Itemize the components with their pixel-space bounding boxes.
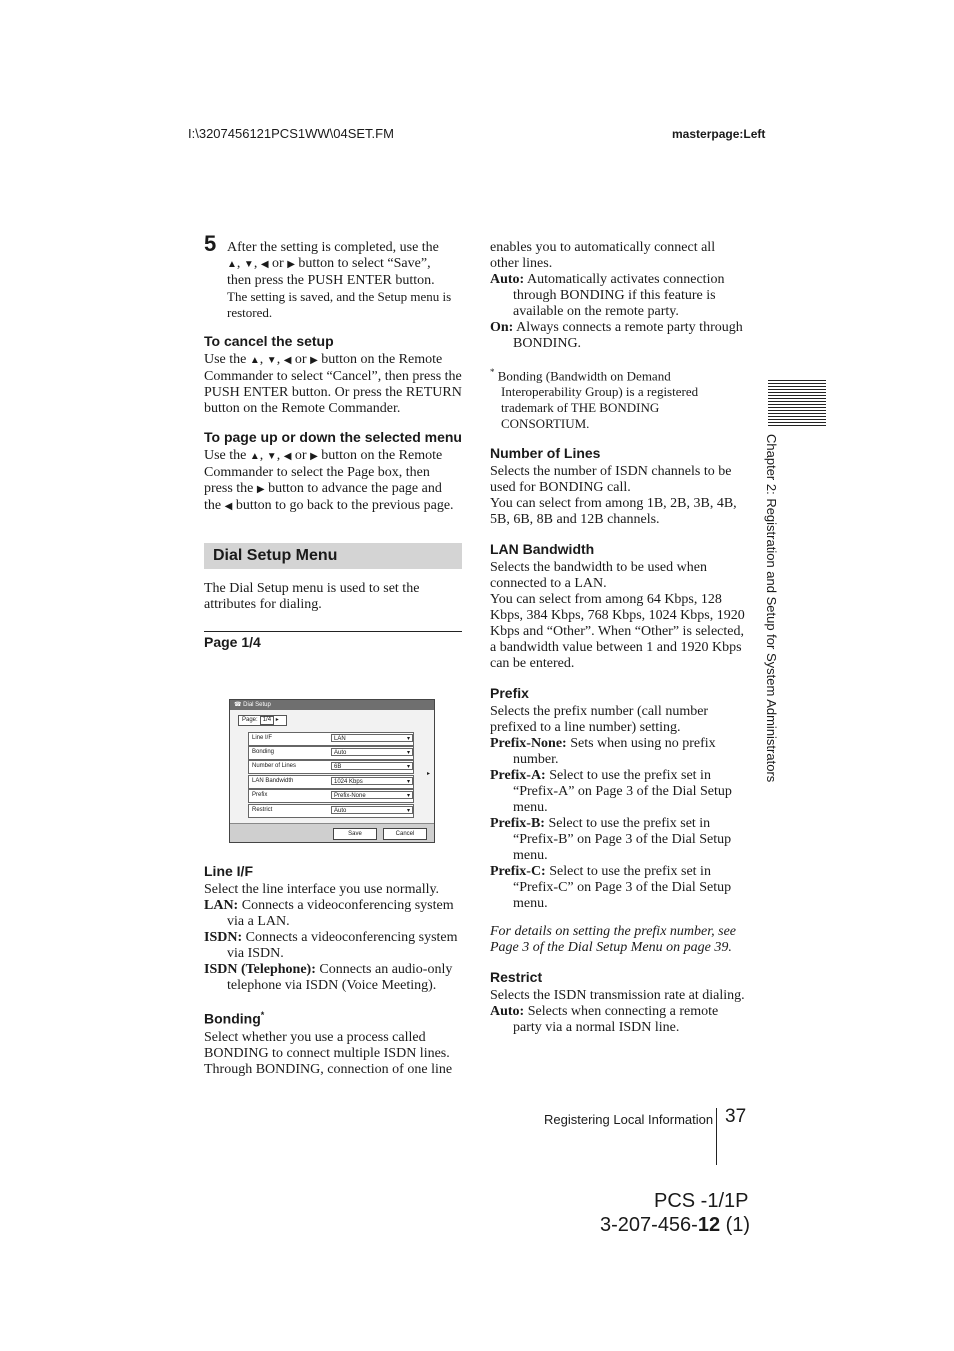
or-text: or xyxy=(294,352,307,367)
cancel-button[interactable]: Cancel xyxy=(383,828,427,840)
step-number: 5 xyxy=(204,231,217,256)
phone-icon: ☎ xyxy=(234,702,242,708)
down-arrow-icon: ▼ xyxy=(266,451,277,462)
down-arrow-icon: ▼ xyxy=(266,355,277,366)
prefix-note: For details on setting the prefix number, see Page 3 of the Dial Setup Menu on page 39. xyxy=(490,924,736,956)
or-text: or xyxy=(294,448,307,463)
right-arrow-icon: ▶ xyxy=(287,259,295,270)
restrict-heading: Restrict xyxy=(490,969,543,986)
number-of-lines-text-b: You can select from among 1B, 2B, 3B, 4B, 5B, 6B, 8B and 12B channels. xyxy=(490,496,737,528)
bonding-footnote: Bonding (Bandwidth on Demand Interoperability Group) is a registered trademark of THE BONDING CONSORTIUM. xyxy=(497,368,699,432)
code-number xyxy=(600,1214,750,1237)
cancel-section: To cancel the setup Use the ▲, ▼, ◀ or ▶ button on the Remote Commander to select “Cancel”, then press the PUSH ENTER button. Or press the RETURN button on the Remote Commander. xyxy=(204,333,462,416)
desc: Connects an audio-only telephone via ISDN (Voice Meeting). xyxy=(227,962,453,993)
row-label: Line I/F xyxy=(252,735,273,741)
cancel-heading: To cancel the setup xyxy=(204,333,334,349)
cancel-pre: Use the xyxy=(204,352,247,367)
desc: Select to use the prefix set in “Prefix-A” on Page 3 of the Dial Setup menu. xyxy=(513,768,732,816)
lan-bandwidth-text-a: Selects the bandwidth to be used when connected to a LAN. xyxy=(490,560,707,592)
row-restrict[interactable] xyxy=(248,804,414,818)
term: Prefix-B: xyxy=(490,816,545,832)
row-value[interactable]: LAN ▾ xyxy=(331,734,413,742)
cancel-body: button on the Remote Commander to select “Cancel”, then press the PUSH ENTER button. Or press the RETURN button on the Remote Commander. xyxy=(204,352,462,416)
page-number: 37 xyxy=(725,1106,747,1127)
step-select-text: button to select “Save”, xyxy=(298,256,431,271)
next-page-arrow-icon[interactable]: ▸ xyxy=(427,771,431,777)
section-title: Dial Setup Menu xyxy=(204,543,462,569)
step-text-b: then press the PUSH ENTER button. xyxy=(227,273,435,288)
save-button[interactable]: Save xyxy=(333,828,377,840)
step-5: 5 After the setting is completed, use the ▲, ▼, ◀ or ▶ button to select “Save”, then press the PUSH ENTER button. The setting is saved, and the Setup menu is restored. xyxy=(204,236,462,321)
number-of-lines-text-a: Selects the number of ISDN channels to be used for BONDING call. xyxy=(490,464,732,496)
pageupdown-section: To page up or down the selected menu Use the ▲, ▼, ◀ or ▶ button on the Remote Commander to select the Page box, then press the ▶ button to advance the page and the ◀ button to go back to the previous page. xyxy=(204,429,462,513)
page-box[interactable] xyxy=(238,715,287,726)
dialog-title: Dial Setup xyxy=(243,702,271,708)
page-label: Page: xyxy=(242,717,258,723)
number-of-lines-heading: Number of Lines xyxy=(490,445,601,462)
page-value: 1/4 xyxy=(260,716,274,725)
page-arrow-icon: ▸ xyxy=(275,717,279,723)
up-arrow-icon: ▲ xyxy=(249,451,260,462)
line-if-heading: Line I/F xyxy=(204,863,253,879)
left-arrow-icon: ◀ xyxy=(260,259,269,270)
restrict-text: Selects the ISDN transmission rate at dialing. xyxy=(490,988,745,1004)
row-bonding[interactable] xyxy=(248,746,414,760)
code-bold: 12 xyxy=(697,1214,721,1236)
row-label: Prefix xyxy=(252,792,268,798)
left-arrow-icon: ◀ xyxy=(283,451,292,462)
left-column xyxy=(204,231,462,653)
term: ISDN (Telephone): xyxy=(204,962,316,977)
term: On: xyxy=(490,320,514,335)
page-heading: Page 1/4 xyxy=(204,634,261,650)
up-arrow-icon: ▲ xyxy=(227,259,237,270)
masterpage-label: masterpage:Left xyxy=(672,127,766,141)
footer-section: Registering Local Information xyxy=(544,1112,714,1127)
prefix-text: Selects the prefix number (call number prefixed to a line number) setting. xyxy=(490,704,709,736)
pageupdown-pre: Use the xyxy=(204,448,247,463)
pageupdown-body-c: button to go back to the previous page. xyxy=(235,498,454,513)
dialog-footer xyxy=(230,823,434,842)
right-column xyxy=(490,240,746,1036)
row-value[interactable]: 6B ▾ xyxy=(331,762,413,770)
term: Prefix-C: xyxy=(490,864,546,880)
term: Prefix-A: xyxy=(490,768,546,784)
line-if-intro: Select the line interface you use normally. xyxy=(204,882,440,897)
bonding-heading: Bonding xyxy=(204,1010,261,1027)
left-arrow-icon: ◀ xyxy=(283,355,292,366)
footer-divider xyxy=(716,1108,717,1165)
left-arrow-icon: ◀ xyxy=(224,501,233,512)
row-value[interactable]: Prefix-None ▾ xyxy=(331,791,413,799)
term: ISDN: xyxy=(204,930,243,945)
desc: Connects a videoconferencing system via ISDN. xyxy=(227,930,458,961)
right-arrow-icon: ▶ xyxy=(310,355,318,366)
chapter-sidebar-label: Chapter 2: Registration and Setup for System Administrators xyxy=(764,434,779,783)
term: Auto: xyxy=(490,1004,525,1020)
step-text: After the setting is completed, use the xyxy=(227,240,439,255)
row-label: Bonding xyxy=(252,749,275,755)
desc: Select to use the prefix set in “Prefix-B” on Page 3 of the Dial Setup menu. xyxy=(513,816,732,864)
right-arrow-icon: ▶ xyxy=(310,451,318,462)
lan-bandwidth-text-b: You can select from among 64 Kbps, 128 Kbps, 384 Kbps, 768 Kbps, 1024 Kbps, 1920 Kbps and “Other”. When “Other” is selected, a bandwidth value between 1 and 1920 Kbps can be entered. xyxy=(490,592,745,672)
row-label: LAN Bandwidth xyxy=(252,778,294,784)
model-number: PCS -1/1P xyxy=(654,1190,749,1212)
footnote-mark: * xyxy=(490,367,495,377)
desc: Sets when using no prefix number. xyxy=(513,736,716,768)
row-prefix[interactable] xyxy=(248,789,414,803)
bonding-continued: enables you to automatically connect all other lines. xyxy=(490,240,716,271)
row-lan-bandwidth[interactable] xyxy=(248,775,414,789)
down-arrow-icon: ▼ xyxy=(243,259,254,270)
code-pre: 3-207-456- xyxy=(600,1214,698,1236)
chapter-tab-lines xyxy=(768,380,826,427)
row-label: Number of Lines xyxy=(252,763,297,769)
dial-setup-dialog xyxy=(229,699,435,843)
row-value[interactable]: Auto ▾ xyxy=(331,748,413,756)
desc: Select to use the prefix set in “Prefix-C” on Page 3 of the Dial Setup menu. xyxy=(513,864,732,912)
bonding-text: Select whether you use a process called BONDING to connect multiple ISDN lines. Through BONDING, connection of one line xyxy=(204,1029,453,1077)
row-number-of-lines[interactable] xyxy=(248,760,414,774)
section-intro: The Dial Setup menu is used to set the attributes for dialing. xyxy=(204,581,420,612)
left-column-lower xyxy=(204,863,462,1078)
desc: Always connects a remote party through BONDING. xyxy=(513,320,743,351)
term: LAN: xyxy=(204,898,239,913)
file-path: I:\3207456121PCS1WW\04SET.FM xyxy=(188,126,394,141)
desc: Connects a videoconferencing system via a LAN. xyxy=(227,898,454,929)
pageupdown-heading: To page up or down the selected menu xyxy=(204,429,462,445)
desc: Selects when connecting a remote party via a normal ISDN line. xyxy=(513,1004,719,1036)
term: Auto: xyxy=(490,272,525,287)
row-line-if[interactable] xyxy=(248,732,414,746)
term: Prefix-None: xyxy=(490,736,567,752)
row-value[interactable]: 1024 Kbps ▾ xyxy=(331,777,413,785)
footnote-mark: * xyxy=(260,1010,265,1020)
dialog-title-bar xyxy=(230,700,434,710)
prefix-heading: Prefix xyxy=(490,685,529,702)
lan-bandwidth-heading: LAN Bandwidth xyxy=(490,541,595,558)
right-arrow-icon: ▶ xyxy=(256,484,265,495)
step-note: The setting is saved, and the Setup menu is restored. xyxy=(227,289,452,320)
code-post: (1) xyxy=(720,1214,751,1236)
row-value[interactable]: Auto ▾ xyxy=(331,806,413,814)
pageupdown-body-a: button on the Remote Commander to select the Page box, then press the xyxy=(204,448,443,496)
row-label: Restrict xyxy=(252,807,273,813)
pageupdown-body-b: button to advance the page and the xyxy=(204,481,442,513)
desc: Automatically activates connection through BONDING if this feature is available on the remote party. xyxy=(513,272,725,319)
up-arrow-icon: ▲ xyxy=(249,355,260,366)
